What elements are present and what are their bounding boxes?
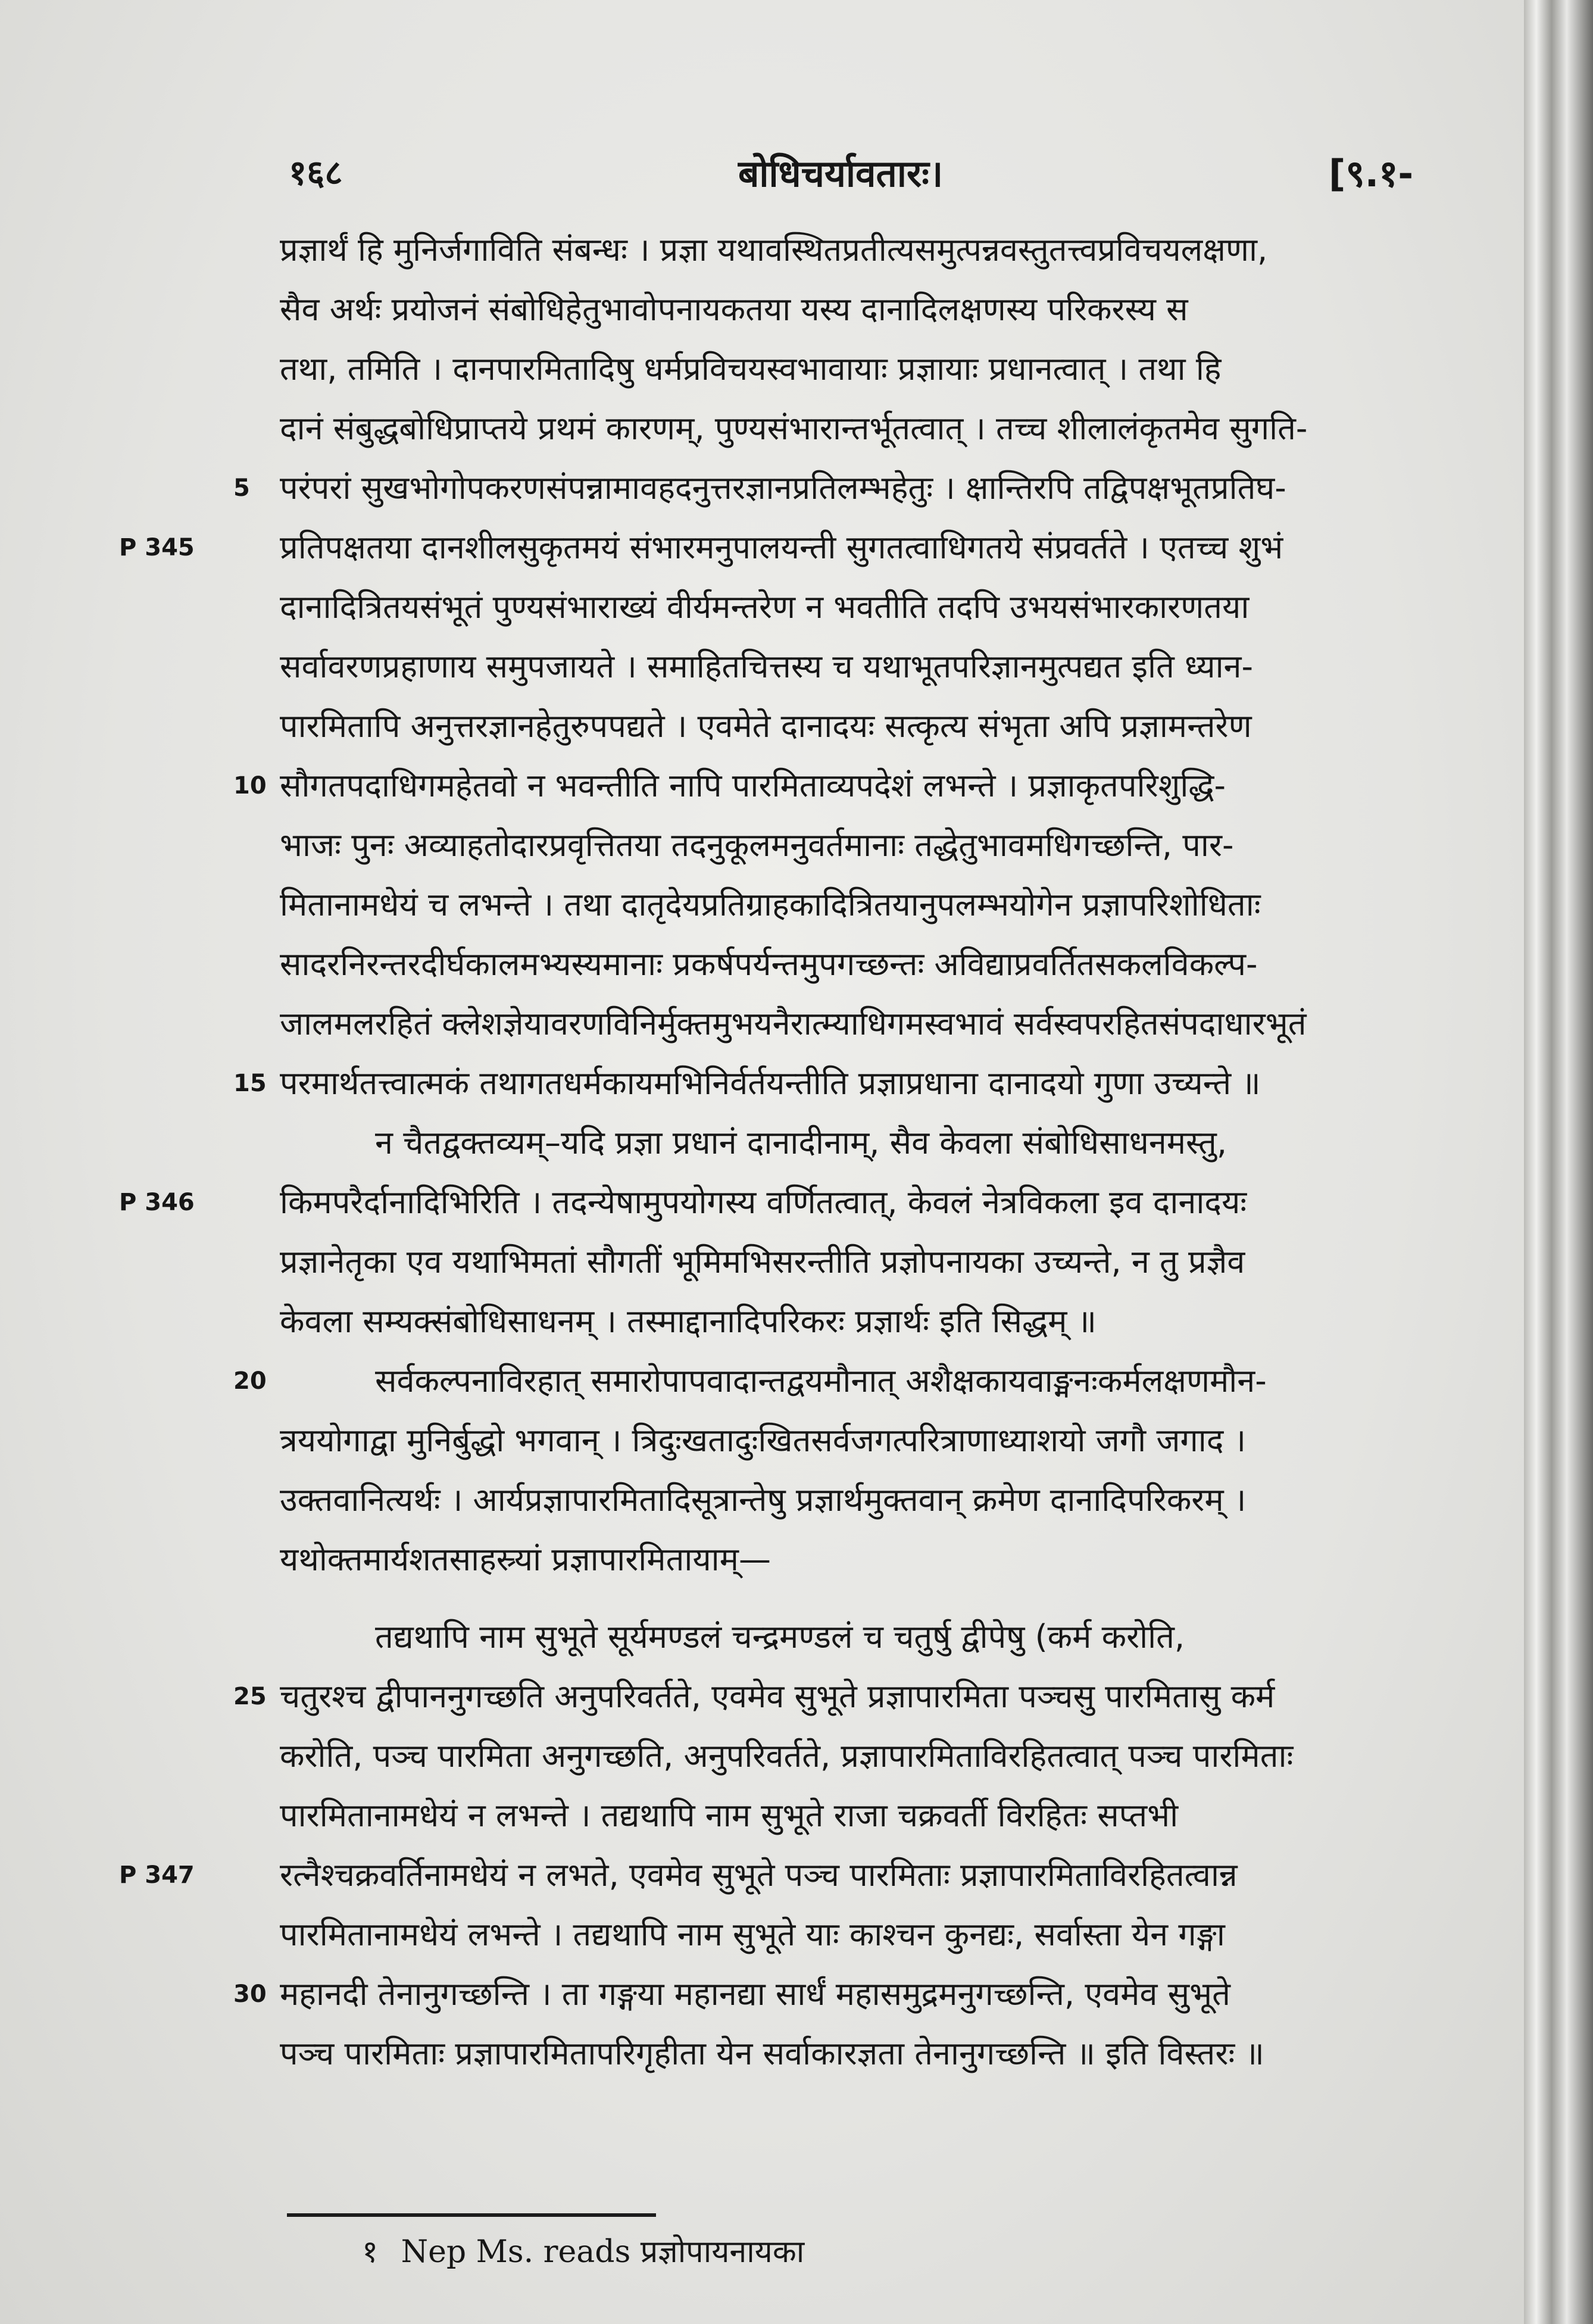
text-line: मितानामधेयं च लभन्ते । तथा दातृदेयप्रतिग्राहकादित्रितयानुपलम्भयोगेन प्रज्ञापरिशोधिताः	[280, 886, 1261, 923]
footnote-rule	[287, 2213, 656, 2217]
text-line: केवला सम्यक्संबोधिसाधनम् । तस्माद्दानादिपरिकरः प्रज्ञार्थः इति सिद्धम् ॥	[280, 1302, 1097, 1340]
text-line: न चैतद्वक्तव्यम्–यदि प्रज्ञा प्रधानं दानादीनाम्, सैव केवला संबोधिसाधनमस्तु,	[375, 1124, 1227, 1161]
text-line: महानदी तेनानुगच्छन्ति । ता गङ्गया महानद्या सार्धं महासमुद्रमनुगच्छन्ति, एवमेव सुभूते	[280, 1975, 1230, 2013]
text-line: पारमितानामधेयं न लभन्ते । तद्यथापि नाम सुभूते राजा चक्रवर्ती विरहितः सप्तभी	[280, 1797, 1179, 1834]
text-line: भाजः पुनः अव्याहतोदारप्रवृत्तितया तदनुकूलमनुवर्तमानाः तद्धेतुभावमधिगच्छन्ति, पार-	[280, 826, 1234, 864]
text-line: तद्यथापि नाम सुभूते सूर्यमण्डलं चन्द्रमण्डलं च चतुर्षु द्वीपेषु (कर्म करोति,	[375, 1618, 1185, 1655]
text-line: सर्वकल्पनाविरहात् समारोपापवादान्तद्वयमौनात् अशैक्षकायवाङ्मनःकर्मलक्षणमौन-	[375, 1362, 1267, 1400]
line-number: 30	[233, 1981, 267, 2008]
text-line: किमपरैर्दानादिभिरिति । तदन्येषामुपयोगस्य वर्णितत्वात्, केवलं नेत्रविकला इव दानादयः	[280, 1183, 1247, 1221]
footnote-reading: प्रज्ञोपायनायका	[640, 2234, 805, 2270]
text-line: यथोक्तमार्यशतसाहस्र्यां प्रज्ञापारमितायाम्—	[280, 1541, 771, 1578]
margin-page-ref: P 346	[119, 1189, 195, 1216]
line-number: 25	[233, 1683, 267, 1710]
text-line: पञ्च पारमिताः प्रज्ञापारमितापरिगृहीता येन सर्वाकारज्ञता तेनानुगच्छन्ति ॥ इति विस्तरः ॥	[280, 2035, 1264, 2072]
running-head	[0, 148, 1524, 201]
verse-reference: [९.१-	[1329, 152, 1414, 195]
text-line: करोति, पञ्च पारमिता अनुगच्छति, अनुपरिवर्तते, प्रज्ञापारमिताविरहितत्वात् पञ्च पारमिताः	[280, 1737, 1294, 1775]
text-line: सादरनिरन्तरदीर्घकालमभ्यस्यमानाः प्रकर्षपर्यन्तमुपगच्छन्तः अविद्याप्रवर्तितसकलविकल्प-	[280, 945, 1258, 983]
text-line: सैव अर्थः प्रयोजनं संबोधिहेतुभावोपनायकतया यस्य दानादिलक्षणस्य परिकरस्य स	[280, 290, 1188, 328]
line-number: 5	[233, 474, 250, 502]
line-number: 20	[233, 1367, 267, 1395]
text-line: प्रज्ञानेतृका एव यथाभिमतां सौगतीं भूमिमभिसरन्तीति प्रज्ञोपनायका उच्यन्ते, न तु प्रज्ञैव	[280, 1243, 1245, 1280]
text-line: त्रययोगाद्वा मुनिर्बुद्धो भगवान् । त्रिदुःखतादुःखितसर्वजगत्परित्राणाध्याशयो जगौ जगाद ।	[280, 1422, 1247, 1459]
footnote-mark: १	[362, 2234, 379, 2270]
line-number: 10	[233, 772, 267, 799]
text-line: प्रतिपक्षतया दानशीलसुकृतमयं संभारमनुपालयन्ती सुगतत्वाधिगतये संप्रवर्तते । एतच्च शुभं	[280, 529, 1283, 566]
text-line: परमार्थतत्त्वात्मकं तथागतधर्मकायमभिनिर्वर्तयन्तीति प्रज्ञाप्रधाना दानादयो गुणा उच्यन्ते ॥	[280, 1064, 1261, 1102]
text-line: जालमलरहितं क्लेशज्ञेयावरणविनिर्मुक्तमुभयनैरात्म्याधिगमस्वभावं सर्वस्वपरहितसंपदाधारभूतं	[280, 1005, 1307, 1042]
text-line: प्रज्ञार्थं हि मुनिर्जगाविति संबन्धः । प्रज्ञा यथावस्थितप्रतीत्यसमुत्पन्नवस्तुतत्त्वप्रविचयलक्षणा,	[280, 231, 1268, 268]
book-title: बोधिचर्यावतारः।	[738, 152, 944, 195]
footnote-text: Nep Ms. reads	[401, 2234, 631, 2270]
text-line: चतुरश्च द्वीपाननुगच्छति अनुपरिवर्तते, एवमेव सुभूते प्रज्ञापारमिता पञ्चसु पारमितासु कर्म	[280, 1678, 1275, 1715]
margin-page-ref: P 347	[119, 1861, 195, 1889]
book-spine-shadow	[1524, 0, 1593, 2324]
text-line: तथा, तमिति । दानपारमितादिषु धर्मप्रविचयस्वभावायाः प्रज्ञायाः प्रधानत्वात् । तथा हि	[280, 350, 1222, 388]
page-number: १६८	[289, 152, 343, 193]
text-line: सर्वावरणप्रहाणाय समुपजायते । समाहितचित्तस्य च यथाभूतपरिज्ञानमुत्पद्यत इति ध्यान-	[280, 648, 1254, 685]
text-line: सौगतपदाधिगमहेतवो न भवन्तीति नापि पारमिताव्यपदेशं लभन्ते । प्रज्ञाकृतपरिशुद्धि-	[280, 767, 1226, 804]
text-line: रत्नैश्चक्रवर्तिनामधेयं न लभते, एवमेव सुभूते पञ्च पारमिताः प्रज्ञापारमिताविरहितत्वान्न	[280, 1856, 1238, 1894]
text-line: दानादित्रितयसंभूतं पुण्यसंभाराख्यं वीर्यमन्तरेण न भवतीति तदपि उभयसंभारकारणतया	[280, 588, 1250, 626]
margin-page-ref: P 345	[119, 534, 195, 561]
text-line: उक्तवानित्यर्थः । आर्यप्रज्ञापारमितादिसूत्रान्तेषु प्रज्ञार्थमुक्तवान् क्रमेण दानादिपरिकरम् ।	[280, 1481, 1247, 1519]
text-line: परंपरां सुखभोगोपकरणसंपन्नामावहदनुत्तरज्ञानप्रतिलम्भहेतुः । क्षान्तिरपि तद्विपक्षभूतप्रतिघ-	[280, 469, 1286, 507]
text-line: पारमितानामधेयं लभन्ते । तद्यथापि नाम सुभूते याः काश्चन कुनद्यः, सर्वास्ता येन गङ्गा	[280, 1916, 1225, 1953]
footnote	[362, 2225, 804, 2279]
text-line: दानं संबुद्धबोधिप्राप्तये प्रथमं कारणम्, पुण्यसंभारान्तर्भूतत्वात् । तच्च शीलालंकृतमेव सुगति-	[280, 410, 1308, 447]
text-line: पारमितापि अनुत्तरज्ञानहेतुरुपपद्यते । एवमेते दानादयः सत्कृत्य संभृता अपि प्रज्ञामन्तरेण	[280, 707, 1252, 745]
line-number: 15	[233, 1070, 267, 1097]
